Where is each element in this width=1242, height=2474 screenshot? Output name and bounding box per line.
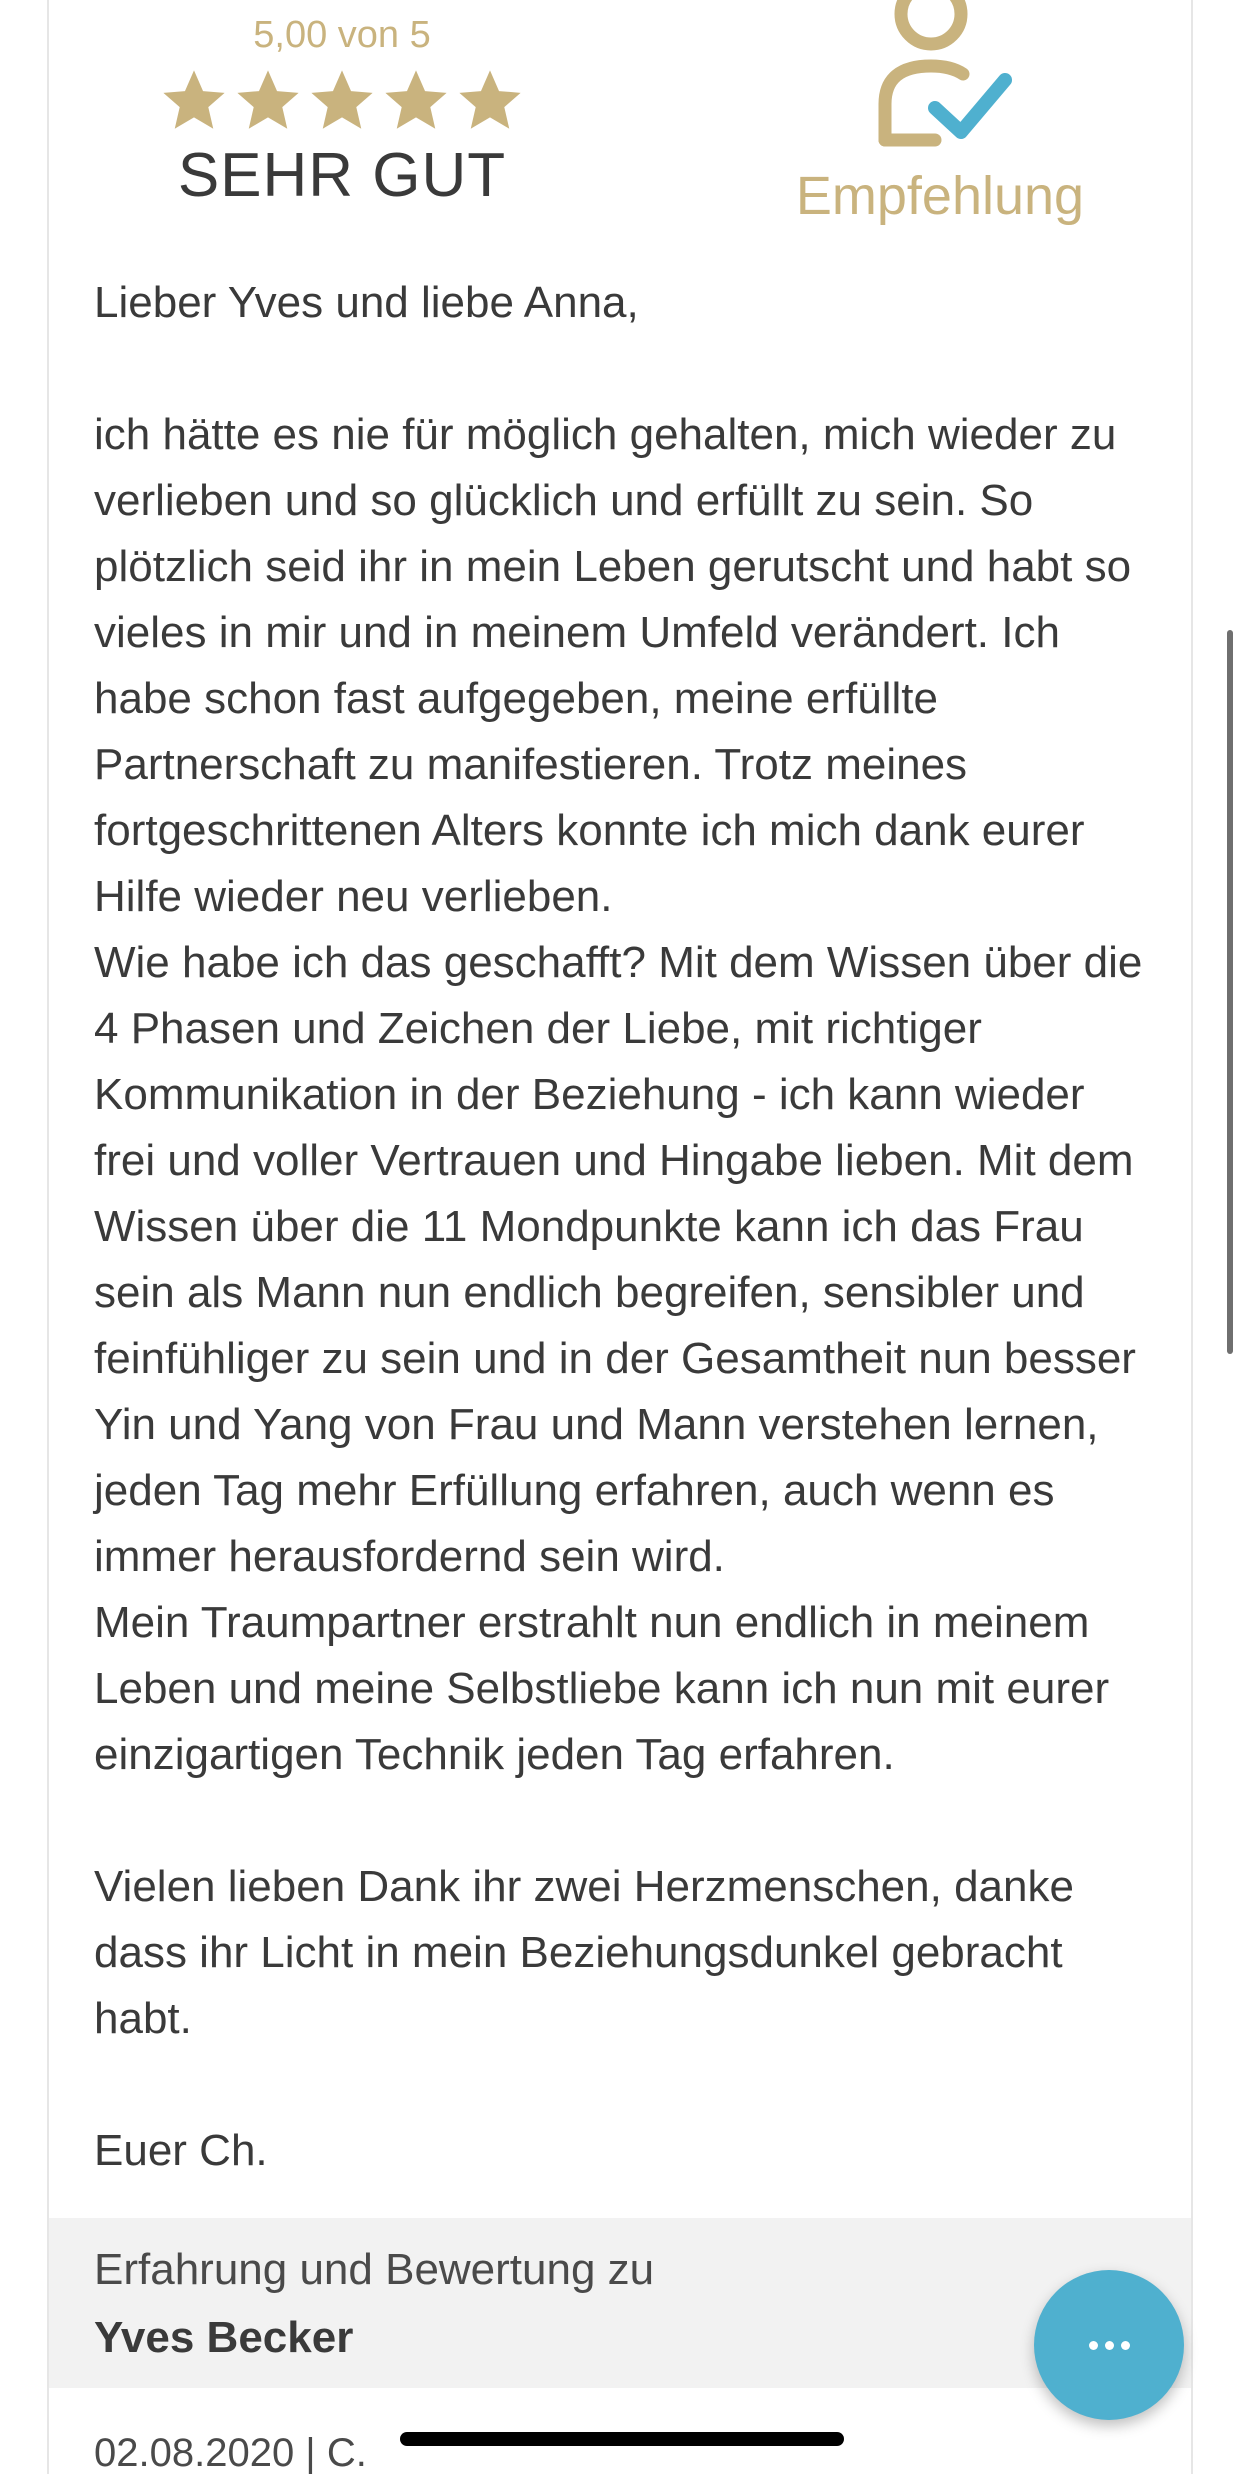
review-text: Lieber Yves und liebe Anna, ich hätte es nie für möglich gehalten, mich wieder zu verlieben und so glücklich und erfüllt zu sein. So plötzlich seid ihr in mein Leben gerutscht und habt so vieles in mir und in meinem Umfeld verändert. Ich habe schon fast aufgegeben, meine erfüllte Partnerschaft zu manifestieren. Trotz meines fortgeschrittenen Alters konnte ich mich dank eurer Hilfe wieder neu verlieben. Wie habe ich das geschafft? Mit dem Wissen über die 4 Phasen und Zeichen der Liebe, mit richtiger Kommunikation in der Beziehung - ich kann wieder frei und voller Vertrauen und Hingabe lieben. Mit dem Wissen über die 11 Mondpunkte kann ich das Frau sein als Mann nun endlich begreifen, sensibler und feinfühliger zu sein und in der Gesamtheit nun besser Yin und Yang von Frau und Mann verstehen lernen, jeden Tag mehr Erfüllung erfahren, auch wenn es immer herausfordernd sein wird. Mein Traumpartner erstrahlt nun endlich in meinem Leben und meine Selbstliebe kann ich nun mit eurer einzigartigen Technik jeden Tag erfahren. Vielen lieben Dank ihr zwei Herzmenschen, danke dass ihr Licht in mein Beziehungsdunkel gebracht habt. Euer Ch. [94,278,1143,2175]
more-dots-icon [1089,2341,1130,2350]
home-indicator[interactable] [400,2432,844,2446]
expert-name[interactable]: Yves Becker [94,2313,354,2362]
chat-button[interactable] [1034,2270,1184,2420]
rating-label: SEHR GUT [177,141,507,210]
user-check-icon [855,0,1025,150]
star-icon [232,66,304,136]
star-icon [380,66,452,136]
rating-block [107,10,577,214]
star-icon [306,66,378,136]
review-date-author: 02.08.2020 | C. [94,2431,367,2474]
star-rating [107,66,577,136]
star-icon [158,66,230,136]
rating-score: 5,00 von 5 [253,14,431,56]
expert-footer[interactable] [49,2218,1191,2388]
recommendation-block [780,0,1100,228]
footer-caption: Erfahrung und Bewertung zu [94,2245,655,2294]
scrollbar[interactable] [1227,630,1233,1354]
recommendation-label: Empfehlung [795,166,1085,226]
star-icon [454,66,526,136]
